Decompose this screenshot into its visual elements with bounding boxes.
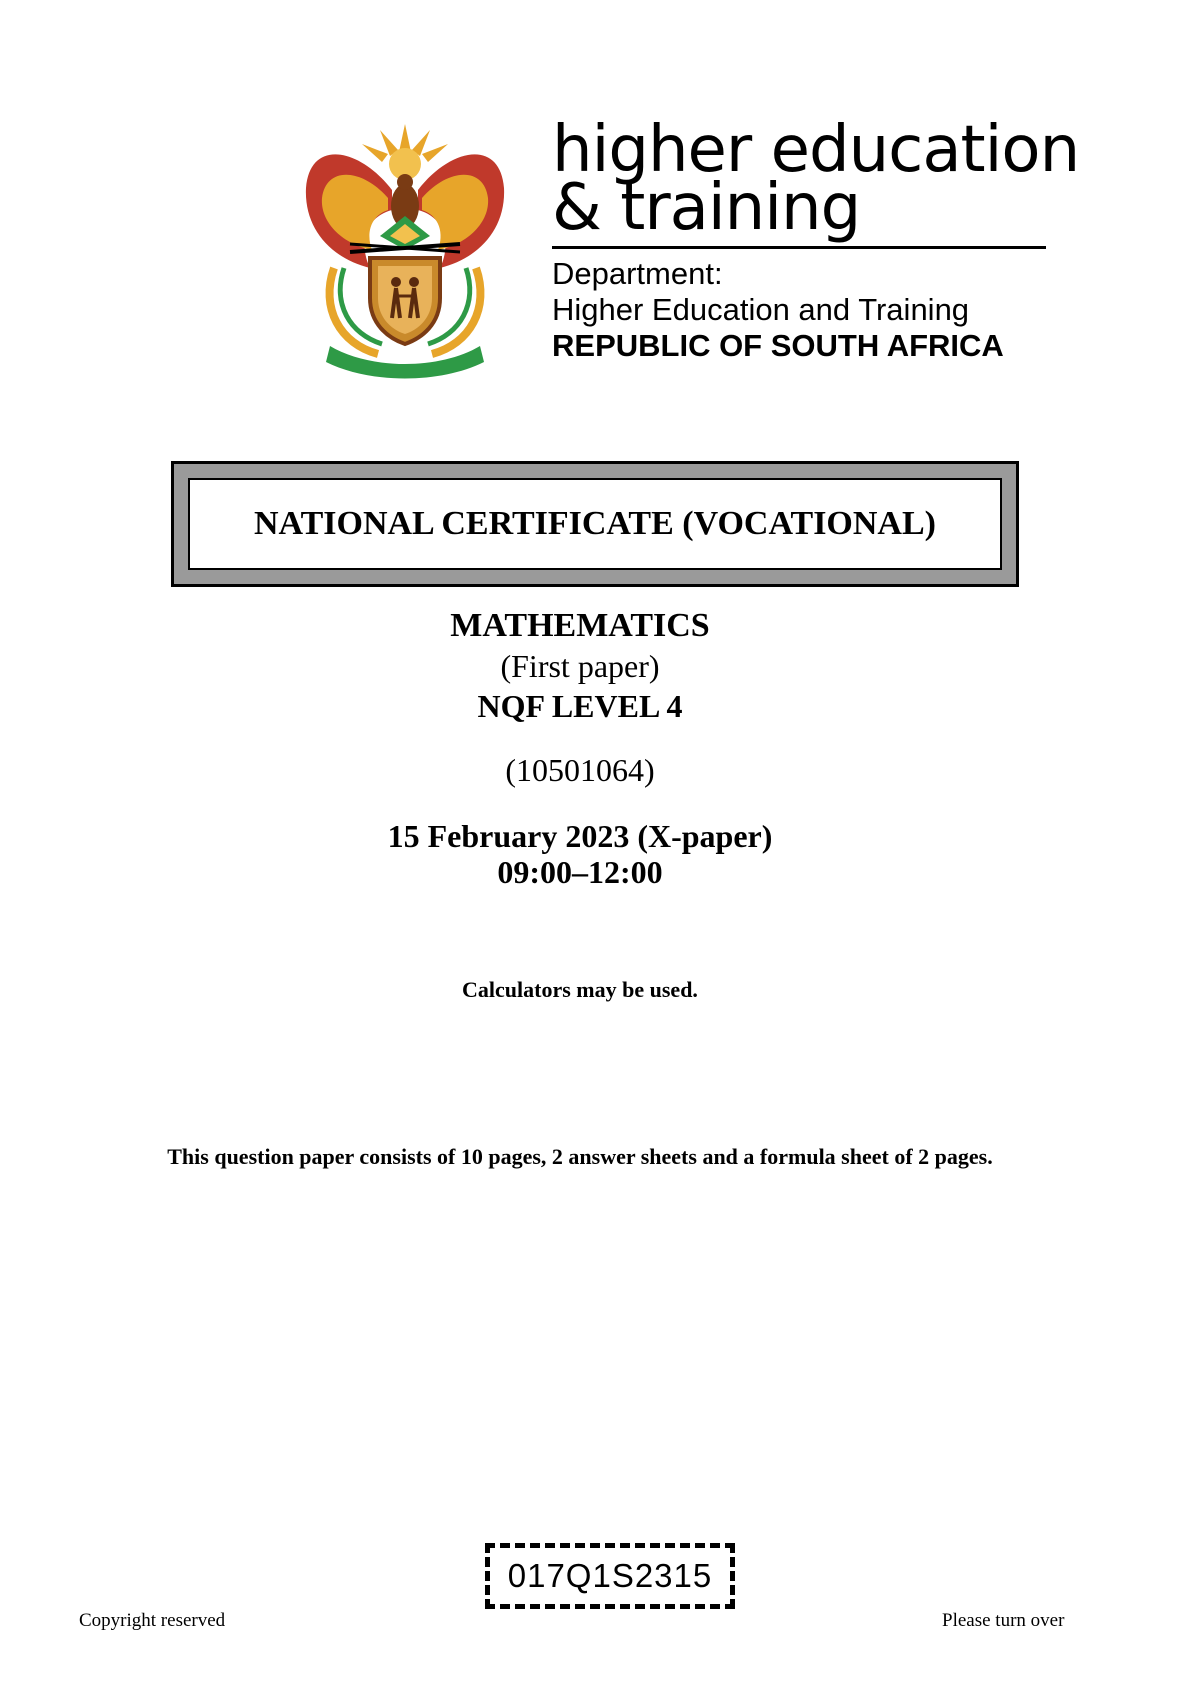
country-name: REPUBLIC OF SOUTH AFRICA (552, 328, 1004, 363)
department-name: Higher Education and Training (552, 292, 970, 327)
exam-level: NQF LEVEL 4 (477, 688, 683, 724)
footer-turn-over: Please turn over (942, 1610, 1065, 1631)
exam-subject: MATHEMATICS (450, 607, 710, 644)
footer-copyright: Copyright reserved (79, 1610, 226, 1631)
certificate-title: NATIONAL CERTIFICATE (VOCATIONAL) (254, 505, 936, 542)
exam-time: 09:00–12:00 (497, 854, 663, 890)
coat-of-arms-icon (300, 118, 510, 380)
paper-contents-note: This question paper consists of 10 pages, 2 answer sheets and a formula sheet of 2 pages. (167, 1144, 993, 1169)
exam-code: (10501064) (505, 752, 655, 788)
certificate-title-box (171, 461, 1019, 587)
brand-title-line-2: & training (552, 171, 861, 245)
exam-date: 15 February 2023 (X-paper) (387, 818, 773, 854)
exam-paper: (First paper) (500, 648, 660, 684)
brand-divider (552, 246, 1046, 249)
paper-code-box (485, 1543, 735, 1609)
certificate-title-inner (188, 478, 1002, 570)
calculator-instruction: Calculators may be used. (462, 977, 698, 1002)
brand-title-line-1: higher education (552, 113, 1080, 187)
department-label: Department: (552, 256, 723, 291)
letterhead (0, 0, 1200, 400)
paper-code: 017Q1S2315 (507, 1557, 713, 1594)
